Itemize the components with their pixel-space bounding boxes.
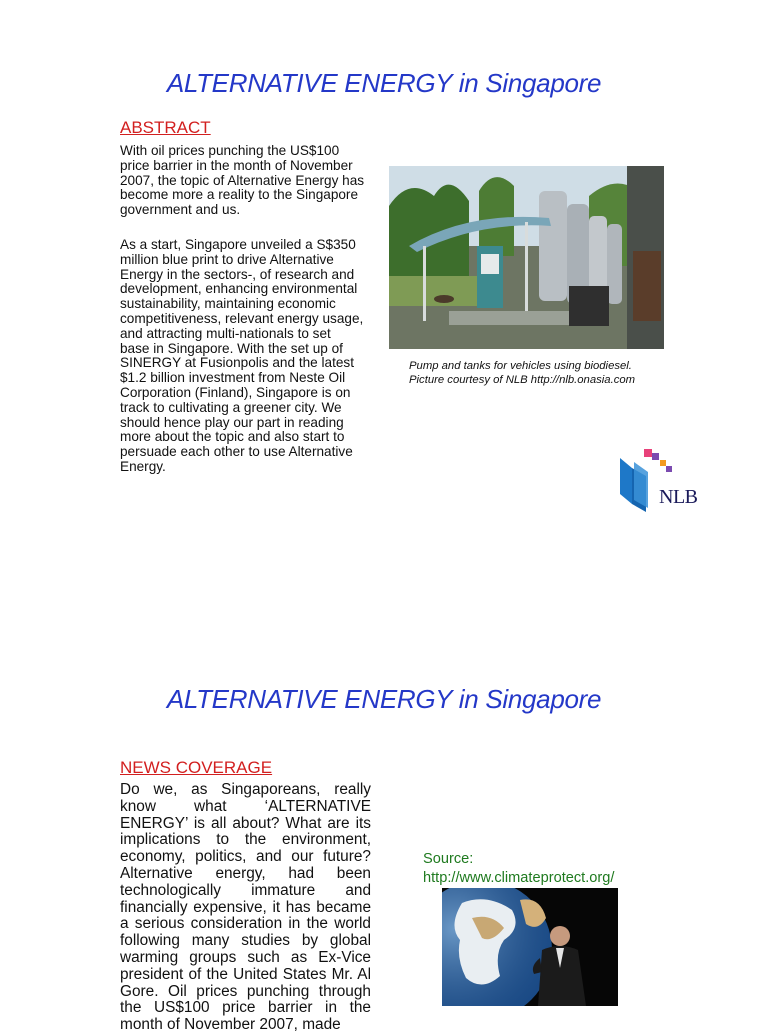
source-label: Source: — [423, 851, 474, 867]
abstract-paragraph-1: With oil prices punching the US$100 price barrier in the month of November 2007, the topic of Alternative Energy has become more a reality to the Singapore government and us. — [120, 143, 365, 218]
slide1-title: ALTERNATIVE ENERGY in Singapore — [166, 68, 602, 98]
slide2-title: ALTERNATIVE ENERGY in Singapore — [166, 684, 602, 714]
biodiesel-pump-photo — [389, 166, 664, 349]
nlb-logo — [618, 446, 702, 514]
news-coverage-heading: NEWS COVERAGE — [120, 758, 273, 777]
source-url-link[interactable]: http://www.climateprotect.org/ — [423, 870, 615, 886]
climate-presentation-photo — [442, 888, 618, 1006]
news-coverage-paragraph: Do we, as Singaporeans, really know what ‘ALTERNATIVE ENERGY’ is all about? What are its implications to the environment, economy, politics, and our future? Alternative energy, had been technologically immature and financially expensive, it has became a serious consideration in the world following many studies by global warming groups such as Ex-Vice president of the United States Mr. Al Gore. Oil prices punching through the US$100 price barrier in the month of November 2007, made — [120, 781, 371, 1034]
abstract-heading: ABSTRACT — [120, 118, 211, 137]
photo-caption-line-2: Picture courtesy of NLB http://nlb.onasia.com — [409, 374, 636, 386]
photo-caption-line-1: Pump and tanks for vehicles using biodiesel. — [409, 360, 632, 372]
nlb-logo-text: NLB — [659, 486, 698, 508]
abstract-paragraph-2: As a start, Singapore unveiled a S$350 million blue print to drive Alternative Energy in the sectors-, of research and development, enhancing environmental sustainability, maintaining economic competitiveness, relevant energy usage, and attracting multi-nationals to set base in Singapore. With the set up of SINERGY at Fusionpolis and the latest $1.2 billion investment from Neste Oil Corporation (Finland), Singapore is on track to cultivating a greener city. We should hence play our part in reading more about the topic and also start to persuade each other to use Alternative Energy. — [120, 237, 364, 474]
